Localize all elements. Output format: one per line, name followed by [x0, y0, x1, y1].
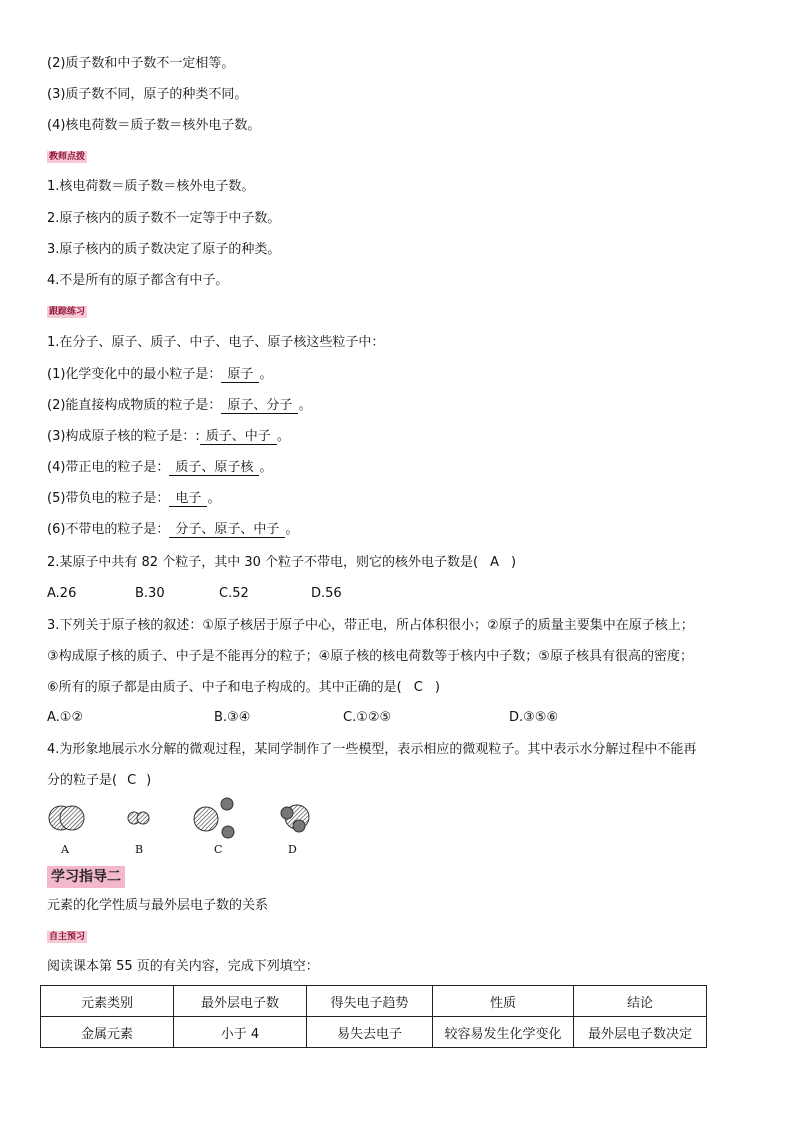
read-instruction: 阅读课本第 55 页的有关内容，完成下列填空：: [47, 959, 319, 974]
q2-stem: 2.某原子中共有 82 个粒子，其中 30 个粒子不带电，则它的核外电子数是( A ): [47, 555, 517, 570]
table-cell: 最外层电子数决定: [574, 1017, 707, 1048]
teacher-point: 4.不是所有的原子都含有中子。: [47, 273, 229, 288]
table-header: 最外层电子数: [174, 986, 307, 1017]
table-cell: 易失去电子: [307, 1017, 433, 1048]
answer-blank: 质子、原子核: [169, 460, 259, 476]
teacher-point: 2.原子核内的质子数不一定等于中子数。: [47, 211, 281, 226]
text-line: (4)核电荷数＝质子数＝核外电子数。: [47, 118, 261, 133]
model-b: [128, 812, 149, 824]
answer-blank: 原子: [221, 367, 259, 383]
table-header: 性质: [433, 986, 574, 1017]
q1-item: (6)不带电的粒子是： 分子、原子、中子 。: [47, 522, 299, 537]
table-cell: 金属元素: [41, 1017, 174, 1048]
molecule-models: [40, 795, 340, 845]
q1-item: (5)带负电的粒子是： 电子 。: [47, 491, 221, 506]
section-title: 学习指导二: [47, 866, 125, 888]
tag-self-study: 自主预习: [49, 932, 86, 942]
answer-blank: 质子、中子: [200, 429, 277, 445]
q4-answer: C: [127, 773, 137, 788]
q3-line: 3.下列关于原子核的叙述：①原子核居于原子中心，带正电，所占体积很小；②原子的质量主要集中在原子核上；: [47, 618, 694, 633]
model-label: C: [214, 843, 223, 856]
model-label: B: [135, 843, 144, 856]
model-c: [194, 798, 234, 838]
q3-line: ③构成原子核的质子、中子是不能再分的粒子；④原子核的核电荷数等于核内中子数；⑤原子核具有很高的密度；: [47, 649, 693, 664]
text-line: (3)质子数不同，原子的种类不同。: [47, 87, 248, 102]
teacher-point: 1.核电荷数＝质子数＝核外电子数。: [47, 179, 255, 194]
q2-choices: A.26 B.30 C.52 D.56: [47, 586, 342, 601]
q1-item: (2)能直接构成物质的粒子是： 原子、分子 。: [47, 398, 312, 413]
answer-blank: 原子、分子: [221, 398, 298, 414]
table-header-row: [41, 986, 707, 1017]
q1-stem: 1.在分子、原子、质子、中子、电子、原子核这些粒子中：: [47, 335, 385, 350]
section-subtitle: 元素的化学性质与最外层电子数的关系: [47, 898, 269, 913]
q3-choices: A.①② B.③④ C.①②⑤ D.③⑤⑥: [47, 710, 559, 725]
table-header: 得失电子趋势: [307, 986, 433, 1017]
answer-blank: 电子: [169, 491, 207, 507]
element-table: [40, 985, 707, 1048]
teacher-point: 3.原子核内的质子数决定了原子的种类。: [47, 242, 281, 257]
table-header: 结论: [574, 986, 707, 1017]
table-row: [41, 1017, 707, 1048]
text-line: (2)质子数和中子数不一定相等。: [47, 56, 235, 71]
q4-line: 4.为形象地展示水分解的微观过程，某同学制作了一些模型，表示相应的微观粒子。其中表示水分解过程中不能再: [47, 742, 697, 757]
model-a: [49, 806, 84, 830]
q1-item: (3)构成原子核的粒子是：: 质子、中子 。: [47, 429, 290, 444]
model-label: A: [61, 843, 69, 856]
q1-item: (1)化学变化中的最小粒子是： 原子 。: [47, 367, 273, 382]
table-cell: 小于 4: [174, 1017, 307, 1048]
tag-teacher: 教师点拨: [49, 152, 86, 162]
q3-line: ⑥所有的原子都是由质子、中子和电子构成的。其中正确的是( C ): [47, 680, 440, 695]
table-cell: 较容易发生化学变化: [433, 1017, 574, 1048]
table-header: 元素类别: [41, 986, 174, 1017]
model-label: D: [288, 843, 297, 856]
model-d: [281, 805, 309, 832]
q2-answer: A: [490, 555, 499, 570]
q1-item: (4)带正电的粒子是： 质子、原子核 。: [47, 460, 273, 475]
q3-answer: C: [413, 680, 423, 695]
tag-practice: 跟踪练习: [49, 307, 86, 317]
answer-blank: 分子、原子、中子: [169, 522, 285, 538]
q4-line: 分的粒子是( C ): [47, 773, 152, 788]
